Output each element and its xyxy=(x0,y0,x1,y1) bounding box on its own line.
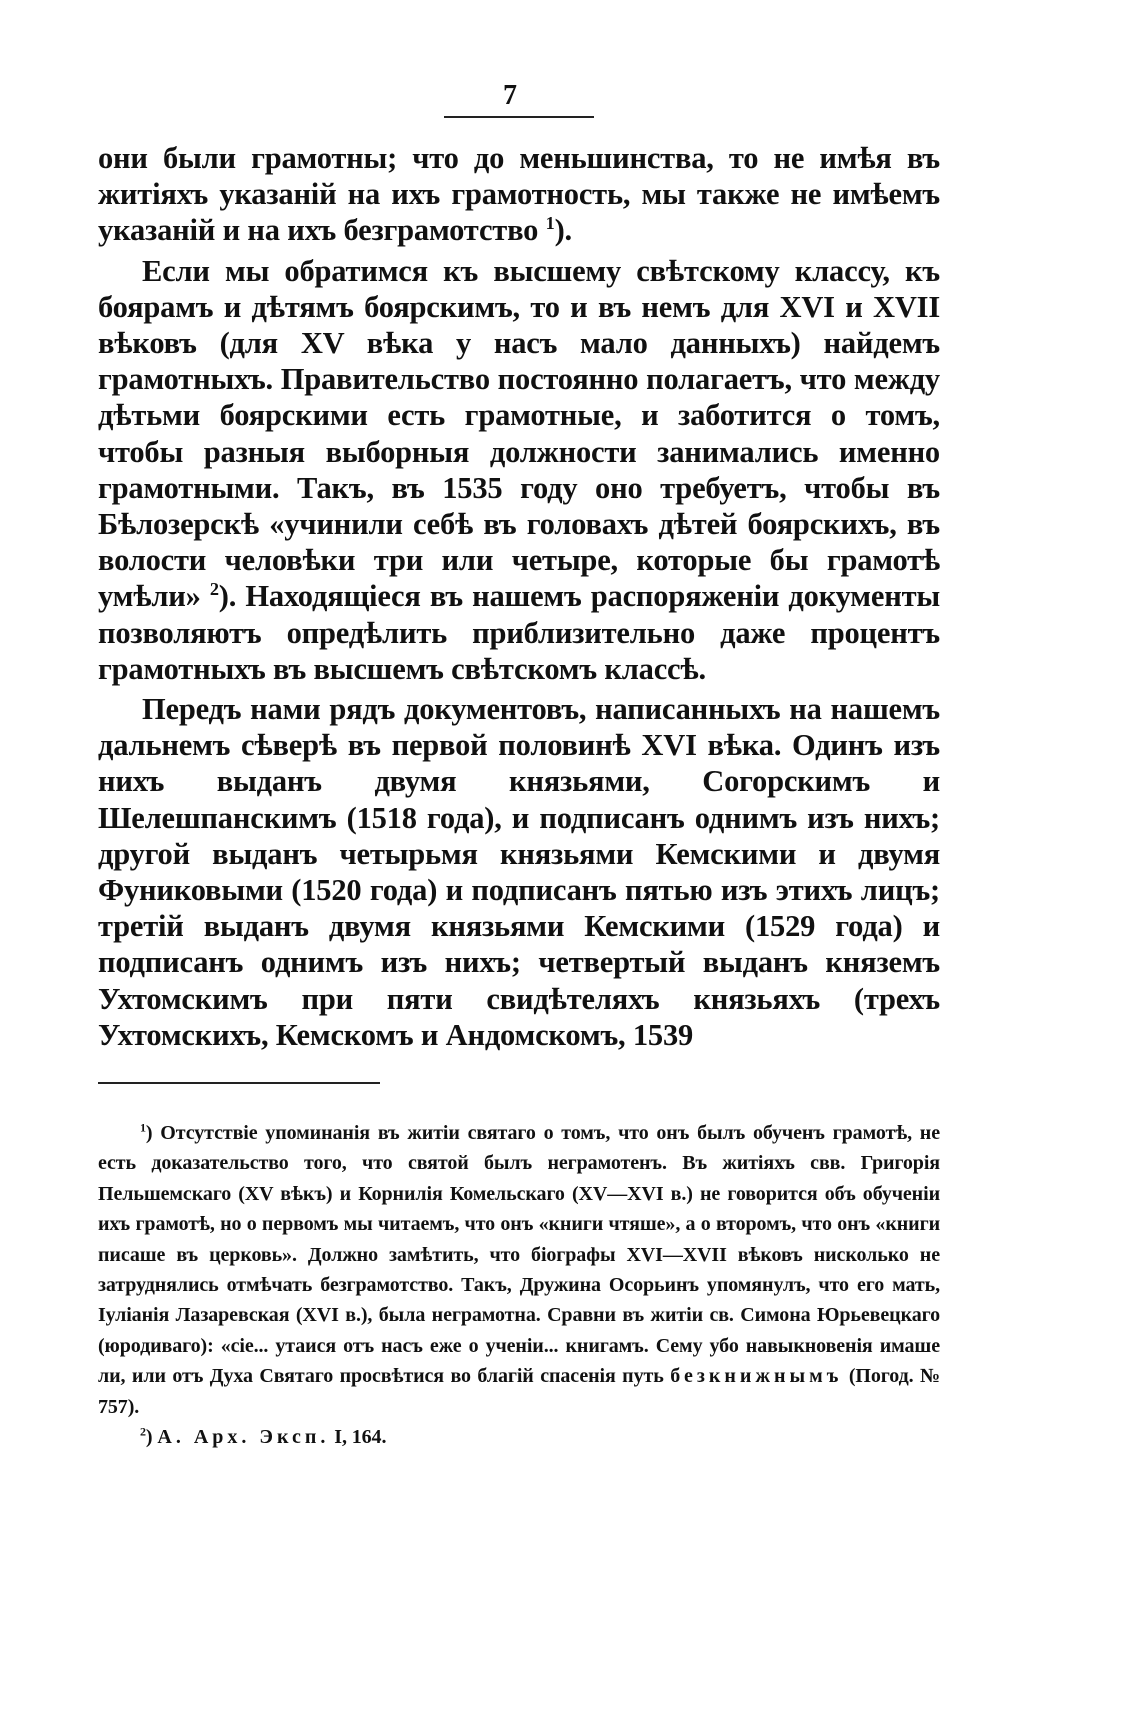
paragraph-1-tail: ). xyxy=(554,213,572,248)
footnote-ref-1: 1 xyxy=(545,213,555,234)
paragraph-2-text: Если мы обратимся къ высшему свѣтскому классу, къ боярамъ и дѣтямъ боярскимъ, то и въ немъ для XVI и XVII вѣковъ (для XV вѣка у насъ мало данныхъ) найдемъ грамотныхъ. Правительство постоянно полагаетъ, что между дѣтьми боярскими есть грамотные, и заботится о томъ, чтобы разныя выборныя должности занимались именно грамотными. Такъ, въ 1535 году оно требуетъ, чтобы въ Бѣлозерскѣ «учинили себѣ въ головахъ дѣтей боярскихъ, въ волости человѣки три или четыре, которые бы грамотѣ умѣли» xyxy=(98,253,940,614)
footnote-2 xyxy=(98,1422,940,1452)
paragraph-2-tail: ). Находящіеся въ нашемъ распоряженіи документы позволяютъ опредѣлить приблизительно даже процентъ грамотныхъ въ высшемъ свѣтскомъ классѣ. xyxy=(98,579,940,686)
paragraph-3-text: Передъ нами рядъ документовъ, написанныхъ на нашемъ дальнемъ сѣверѣ въ первой половинѣ XVI вѣка. Одинъ изъ нихъ выданъ двумя князьями, Согорскимъ и Шелешпанскимъ (1518 года), и подписанъ однимъ изъ нихъ; другой выданъ четырьмя князьями Кемскими и двумя Фуниковыми (1520 года) и подписанъ пятью изъ этихъ лицъ; третій выданъ двумя князьями Кемскими (1529 года) и подписанъ однимъ изъ нихъ; четвертый выданъ княземъ Ухтомскимъ при пяти свидѣтеляхъ князьяхъ (трехъ Ухтомскихъ, Кемскомъ и Андомскомъ, 1539 xyxy=(98,692,940,1052)
paragraph-2 xyxy=(98,253,940,687)
footnote-2-text: ) xyxy=(145,1426,158,1449)
footnote-rule xyxy=(98,1082,380,1084)
page-number: 7 xyxy=(503,80,517,111)
paragraph-1 xyxy=(98,140,940,249)
paragraph-1-text: они были грамотны; что до меньшинства, то не имѣя въ житіяхъ указаній на ихъ грамотность, мы также не имѣемъ указаній и на ихъ безграмотство xyxy=(98,141,940,248)
footnote-1-text: ) Отсутствіе упоминанія въ житіи святаго о томъ, что онъ былъ обученъ грамотѣ, не есть доказательство того, что святой былъ неграмотенъ. Въ житіяхъ свв. Григорія Пельшемскаго (XV вѣкъ) и Корнилія Комельскаго (XV—XVI в.) не говорится объ обученіи ихъ грамотѣ, но о первомъ мы читаемъ, что онъ «книги чтяше», а о второмъ, что онъ «книги писаше въ церковь». Должно замѣтить, что біографы XVI—XVII вѣковъ нисколько не затруднялись отмѣчать безграмотство. Такъ, Дружина Осорьинъ упомянулъ, что его мать, Іуліанія Лазаревская (XVI в.), была неграмотна. Сравни въ житіи св. Симона Юрьевецкаго (юродиваго): «сіе... утаися отъ насъ еже о ученіи... книгамъ. Сему убо навыкновенія имаше ли, или отъ Духа Святаго просвѣтися во благій спасенія путь xyxy=(98,1122,940,1388)
paragraph-3 xyxy=(98,691,940,1053)
main-text xyxy=(98,140,940,1053)
footnote-1 xyxy=(98,1118,940,1422)
footnote-1-spaced: безкнижнымъ xyxy=(670,1365,843,1388)
page-number-rule xyxy=(444,116,594,118)
footnotes xyxy=(98,1118,940,1452)
footnote-2-marker: 2 xyxy=(140,1424,146,1439)
footnote-ref-2: 2 xyxy=(209,579,219,600)
footnote-2-tail: I, 164. xyxy=(329,1426,387,1449)
footnote-2-spaced: А. Арх. Эксп. xyxy=(157,1426,330,1449)
footnote-1-marker: 1 xyxy=(140,1120,146,1135)
footnote-1-tail: (Погод. № 757). xyxy=(98,1365,940,1418)
